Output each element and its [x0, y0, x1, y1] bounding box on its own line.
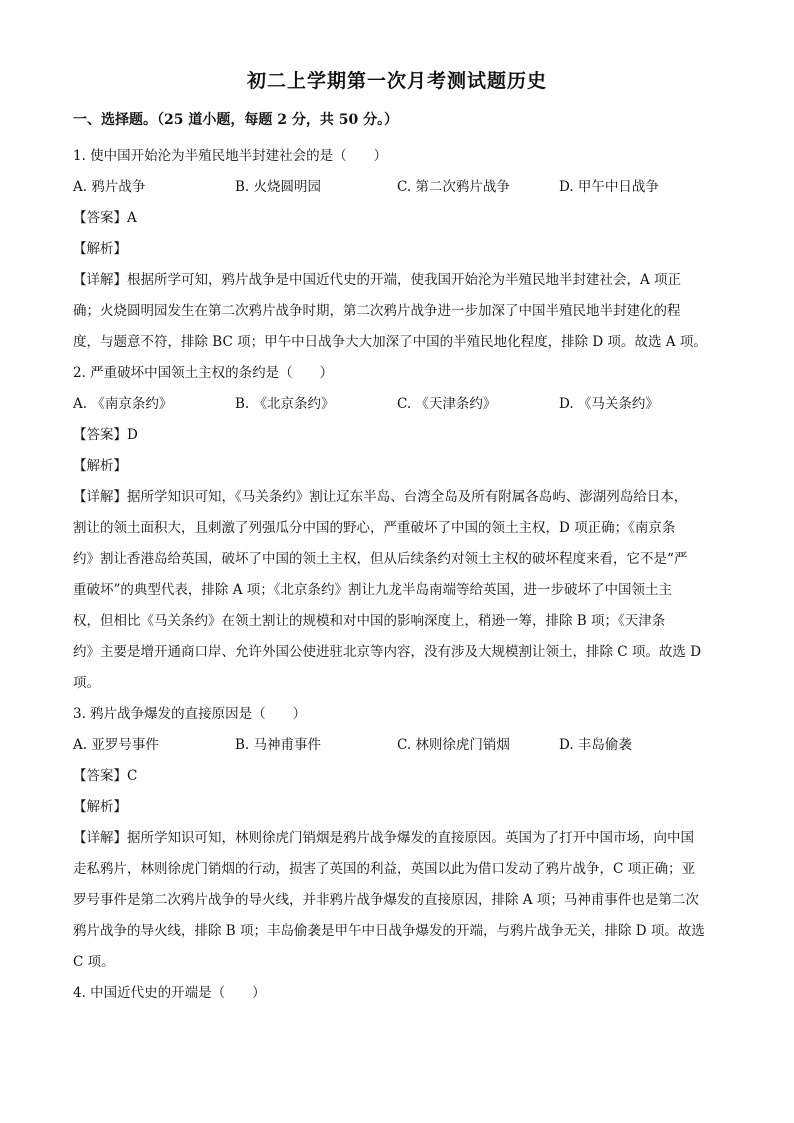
- detail-line: 度，与题意不符，排除 BC 项；甲午中日战争大大加深了中国的半殖民地化程度，排除 D 项。故选 A 项。: [73, 334, 707, 350]
- detail-paragraph: [73, 265, 721, 358]
- detail-line: 约》主要是增开通商口岸、允许外国公使进驻北京等内容，没有涉及大规模割让领土，排除 C 项。故选 D: [73, 644, 702, 660]
- analysis-label: 【解析】: [73, 799, 127, 815]
- detail-paragraph: [73, 482, 721, 699]
- question-3: [73, 699, 721, 978]
- question-stem: 4. 中国近代史的开端是（ ）: [73, 985, 266, 1001]
- option-a: A. 鸦片战争: [73, 179, 146, 195]
- detail-line: 割让的领土面积大，且刺激了列强瓜分中国的野心，严重破坏了中国的领土主权，D 项正确；《南京条: [73, 520, 676, 536]
- detail-line: 约》割让香港岛给英国，破坏了中国的领土主权，但从后续条约对领土主权的破坏程度来看，它不是“严: [73, 551, 688, 567]
- option-c: C. 第二次鸦片战争: [397, 179, 510, 195]
- options-row: [73, 730, 721, 761]
- option-b: B. 火烧圆明园: [235, 179, 322, 195]
- detail-line: 【详解】据所学知识可知，《马关条约》割让辽东半岛、台湾全岛及所有附属各岛屿、澎湖列岛给日本，: [73, 489, 688, 505]
- option-c: C. 林则徐虎门销烟: [397, 737, 510, 753]
- detail-line: 罗号事件是第二次鸦片战争的导火线，并非鸦片战争爆发的直接原因，排除 A 项；马神甫事件也是第二次: [73, 892, 699, 908]
- question-stem: 1. 使中国开始沦为半殖民地半封建社会的是（ ）: [73, 148, 388, 164]
- detail-line: 权，但相比《马关条约》在领土割让的规模和对中国的影响深度上，稍逊一筹，排除 B 项；《天津条: [73, 613, 666, 629]
- answer-label: 【答案】C: [73, 768, 138, 784]
- detail-line: 走私鸦片，林则徐虎门销烟的行动，损害了英国的利益，英国以此为借口发动了鸦片战争，C 项正确；亚: [73, 861, 696, 877]
- question-1: [73, 141, 721, 358]
- detail-line: 【详解】据所学知识可知，林则徐虎门销烟是鸦片战争爆发的直接原因。英国为了打开中国市场，向中国: [73, 830, 694, 846]
- option-c: C. 《天津条约》: [397, 396, 497, 412]
- page-title: 初二上学期第一次月考测试题历史: [246, 70, 547, 92]
- answer-label: 【答案】D: [73, 427, 138, 443]
- question-2: [73, 358, 721, 699]
- option-a: A. 亚罗号事件: [73, 737, 159, 753]
- option-b: B. 《北京条约》: [235, 396, 335, 412]
- answer-label: 【答案】A: [73, 210, 137, 226]
- detail-line: 重破坏”的典型代表，排除 A 项；《北京条约》割让九龙半岛南端等给英国，进一步破坏了中国领土主: [73, 582, 672, 598]
- detail-line: 确；火烧圆明园发生在第二次鸦片战争时期，第二次鸦片战争进一步加深了中国半殖民地半封建化的程: [73, 303, 681, 319]
- analysis-label: 【解析】: [73, 458, 127, 474]
- options-row: [73, 389, 721, 420]
- option-a: A. 《南京条约》: [73, 396, 173, 412]
- detail-line: C 项。: [73, 954, 115, 970]
- question-stem: 2. 严重破坏中国领土主权的条约是（ ）: [73, 365, 334, 381]
- question-4: [73, 978, 721, 1009]
- detail-line: 项。: [73, 675, 100, 691]
- option-b: B. 马神甫事件: [235, 737, 322, 753]
- options-row: [73, 172, 721, 203]
- section-heading: 一、选择题。（25 道小题，每题 2 分，共 50 分。）: [73, 112, 399, 128]
- detail-line: 【详解】根据所学可知，鸦片战争是中国近代史的开端，使我国开始沦为半殖民地半封建社会，A 项正: [73, 272, 682, 288]
- option-d: D. 甲午中日战争: [559, 179, 659, 195]
- option-d: D. 丰岛偷袭: [559, 737, 632, 753]
- question-stem: 3. 鸦片战争爆发的直接原因是（ ）: [73, 706, 307, 722]
- analysis-label: 【解析】: [73, 241, 127, 257]
- detail-paragraph: [73, 823, 721, 978]
- option-d: D. 《马关条约》: [559, 396, 659, 412]
- detail-line: 鸦片战争的导火线，排除 B 项；丰岛偷袭是甲午中日战争爆发的开端，与鸦片战争无关，排除 D 项。故选: [73, 923, 705, 939]
